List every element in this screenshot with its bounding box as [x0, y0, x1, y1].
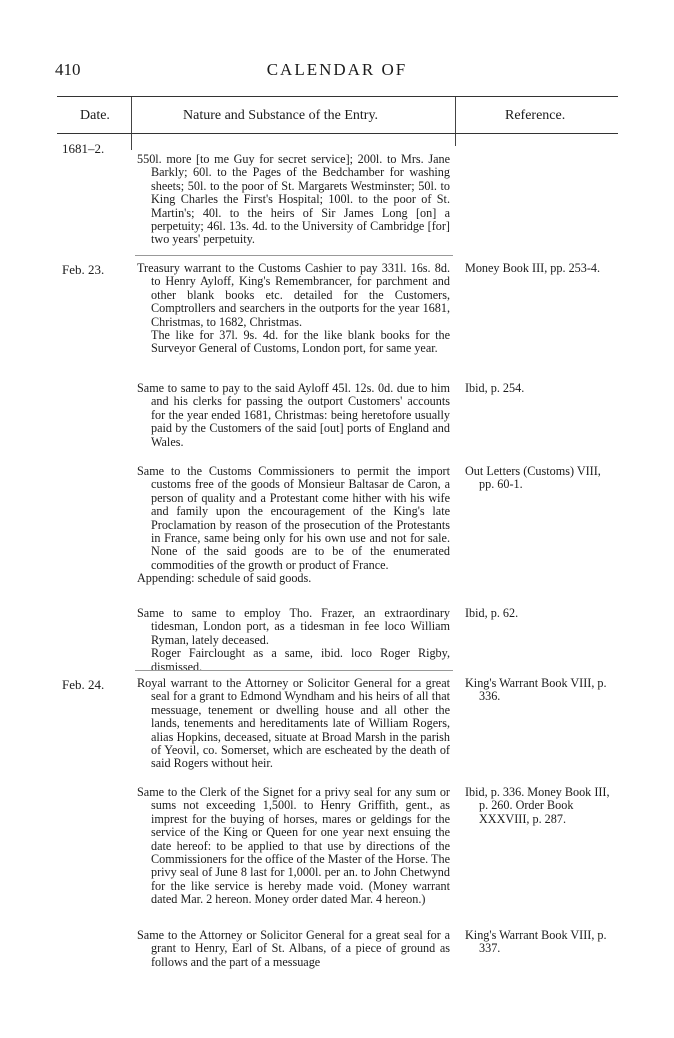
entry-text: [137, 153, 450, 247]
entry-paragraph: Same to the Attorney or Solicitor General for a great seal for a grant to Henry, Earl of St. Albans, of a piece of ground as follows and the part of a messuage: [137, 928, 450, 969]
entry-text: [137, 929, 450, 969]
entry-paragraph: Same to same to pay to the said Ayloff 45l. 12s. 0d. due to him and his clerks for passing the outport Customers' accounts for the year ended 1681, Christmas: being heretofore usually paid by the Customers of the said [out] ports of England and Wales.: [137, 381, 450, 449]
entry-paragraph: Royal warrant to the Attorney or Solicitor General for a great seal for a grant to Edmond Wyndham and his heirs of all that messuage, tenement or dwelling house and all other the lands, tenements and hereditaments late of William Rogers, alias Hopkins, deceased, situate at Broad Marsh in the parish of Yeovil, co. Somerset, which are escheated by the death of said Rogers without heir.: [137, 676, 450, 771]
entry-reference: King's Warrant Book VIII, p. 337.: [465, 928, 607, 956]
column-rule-ref-header: [455, 97, 456, 133]
entry-reference: King's Warrant Book VIII, p. 336.: [465, 676, 607, 704]
column-header-date: Date.: [80, 108, 110, 123]
entry-text: [137, 677, 450, 771]
column-rule-ref: [455, 134, 456, 146]
entry-paragraph: Same to the Clerk of the Signet for a privy seal for any sum or sums not exceeding 1,500l. to Henry Griffith, gent., as imprest for the buying of horses, mares or geldings for the service of the King or Queen for one year next ensuing the date hereof: to be applied to that use by directions of the Commissioners for the office of the Master of the Horse. The privy seal of June 8 last for 1,000l. per an. to John Chetwynd for the like service is hereby made void. (Money warrant dated Mar. 2 hereon. Money order dated Mar. 4 hereon.): [137, 785, 450, 907]
column-rule-date: [131, 134, 132, 150]
entry-separator: [135, 670, 453, 671]
entry-separator: [135, 255, 453, 256]
entry-text: [137, 262, 450, 356]
entry-text: [137, 382, 450, 449]
entry-reference: Ibid, p. 62.: [465, 606, 519, 620]
entry-date: Feb. 24.: [62, 677, 105, 692]
entry-text: [137, 607, 450, 674]
page-number: 410: [55, 60, 81, 79]
entry-paragraph: Same to same to employ Tho. Frazer, an extraordinary tidesman, London port, as a tidesman in fee loco William Ryman, lately deceased.: [137, 606, 450, 647]
entry-date: Feb. 23.: [62, 262, 105, 277]
entry-reference: Money Book III, pp. 253-4.: [465, 261, 601, 275]
running-title: CALENDAR OF: [266, 60, 408, 79]
entry-paragraph: Treasury warrant to the Customs Cashier to pay 331l. 16s. 8d. to Henry Ayloff, King's Remembrancer, for parchment and other blank books etc. detailed for the Customers, Comptrollers and searchers in the outports for the year 1681, Christmas, to 1682, Christmas.: [137, 261, 450, 329]
entry-paragraph: Same to the Customs Commissioners to permit the import customs free of the goods of Monsieur Baltasar de Caron, a person of quality and a Protestant come hither with his wife and family upon the encouragement of the King's late Proclamation by reason of the prosecution of the Protestants in France, same being only for his own use and not for sale. None of the said goods are to be of the enumerated commodities of the growth or product of France.: [137, 464, 450, 572]
entry-text: [137, 465, 450, 586]
column-rule-date-header: [131, 97, 132, 133]
entry-reference: Ibid, p. 336. Money Book III, p. 260. Order Book XXXVIII, p. 287.: [465, 785, 610, 826]
entry-reference: Out Letters (Customs) VIII, pp. 60-1.: [465, 464, 601, 492]
header-bottom-rule: [57, 133, 618, 134]
column-header-nature: Nature and Substance of the Entry.: [183, 108, 379, 123]
entry-text: [137, 786, 450, 907]
entry-reference: Ibid, p. 254.: [465, 381, 525, 395]
entry-paragraph: Roger Fairclought as a same, ibid. loco Roger Rigby, dismissed.: [151, 646, 450, 674]
entry-paragraph: Appending: schedule of said goods.: [137, 571, 312, 586]
entry-paragraph: The like for 37l. 9s. 4d. for the like blank books for the Surveyor General of Customs, London port, for same year.: [151, 328, 450, 356]
header-top-rule: [57, 96, 618, 97]
entry-paragraph: 550l. more [to me Guy for secret service]; 200l. to Mrs. Jane Barkly; 60l. to the Pages of the Bedchamber for washing sheets; 50l. to the poor of St. Margarets Westminster; 50l. to King Charles the First's Hospital; 100l. to the poor of St. Martin's; 40l. to the heirs of Sir James Long [on] a perpetuity; 46l. 13s. 4d. to the University of Cambridge [for] two years' perpetuity.: [137, 152, 450, 247]
column-header-reference: Reference.: [505, 108, 566, 123]
entry-date: 1681–2.: [62, 141, 105, 156]
